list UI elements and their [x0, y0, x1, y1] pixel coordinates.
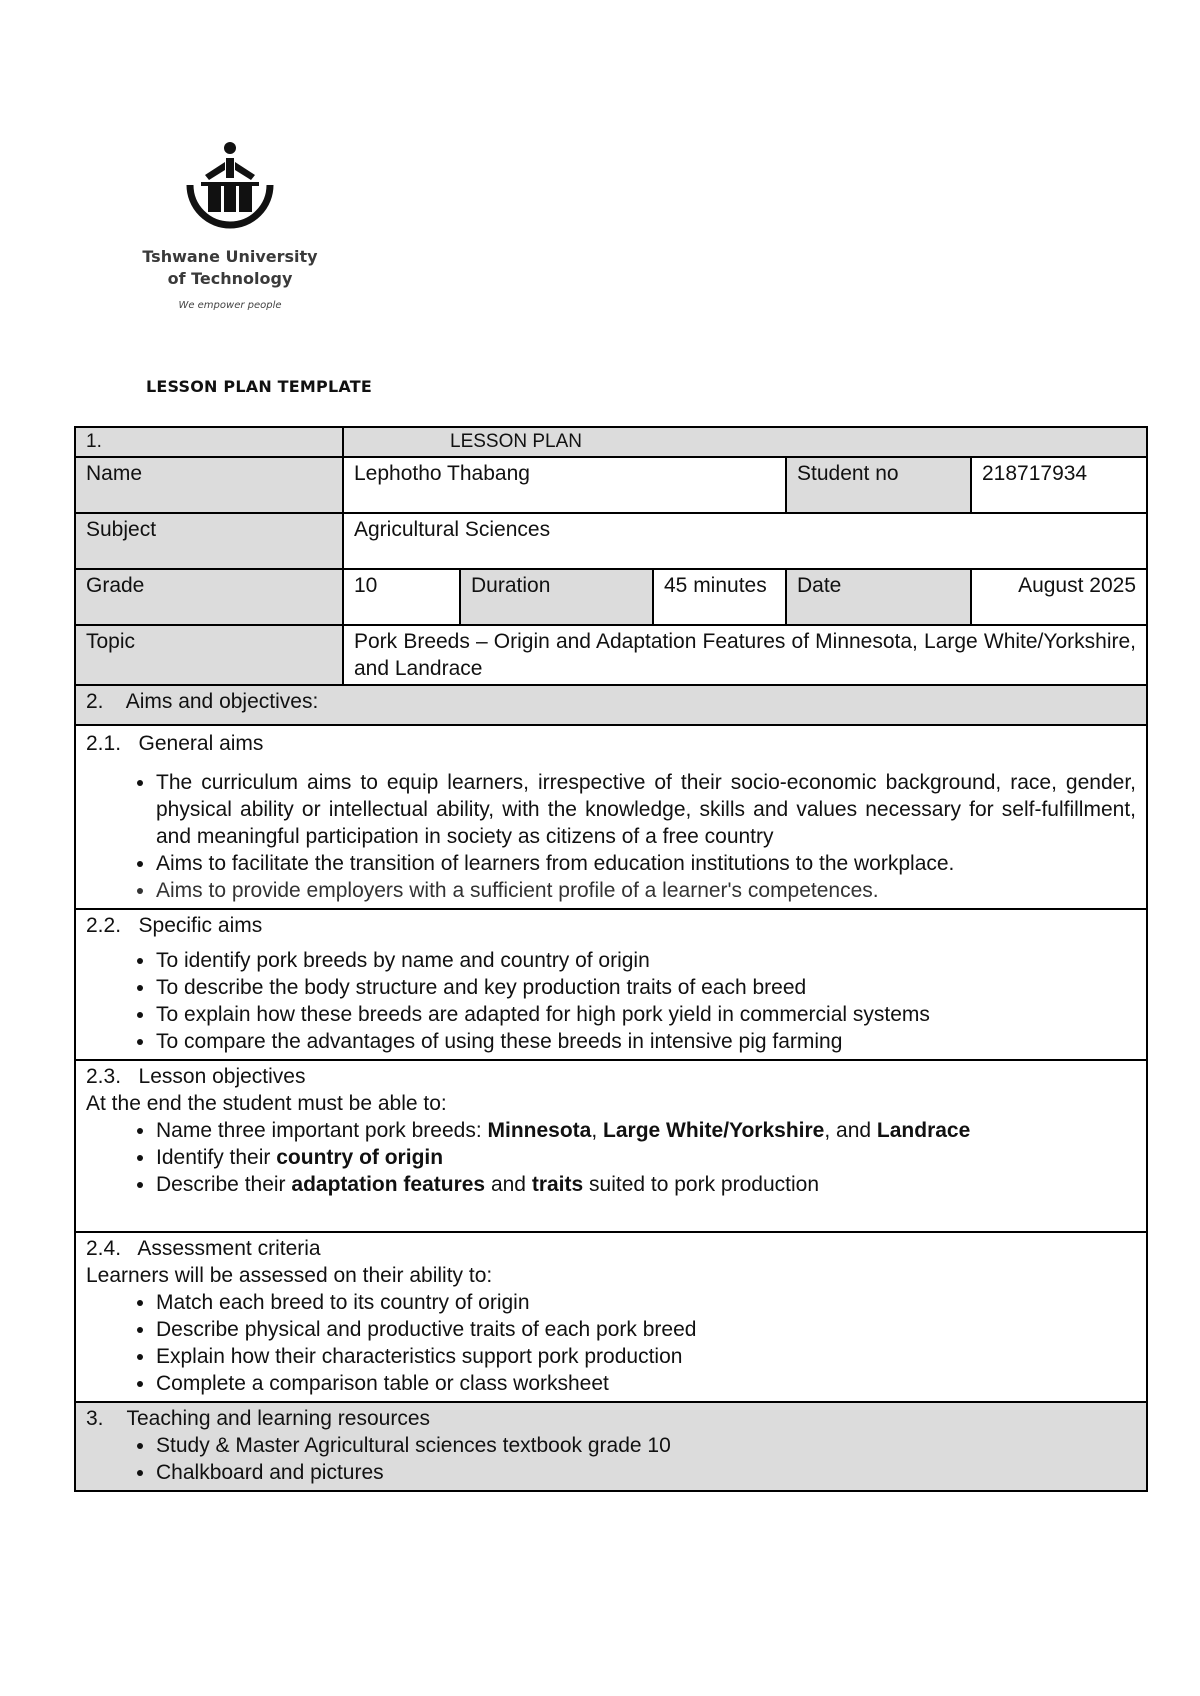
student-no-value: 218717934	[971, 457, 1147, 513]
resources-heading: 3. Teaching and learning resources	[86, 1407, 430, 1430]
specific-aims-heading: 2.2. Specific aims	[86, 914, 263, 937]
university-emblem-icon	[175, 140, 285, 240]
list-item: • Aims to facilitate the transition of learners from education institutions to the workplace.	[156, 850, 1136, 877]
grade-value: 10	[343, 569, 460, 625]
duration-value: 45 minutes	[653, 569, 786, 625]
list-item: • Match each breed to its country of origin	[156, 1289, 1136, 1316]
name-value: Lephotho Thabang	[343, 457, 786, 513]
topic-row	[75, 625, 1147, 685]
list-item: • To explain how these breeds are adapted for high pork yield in commercial systems	[156, 1001, 1136, 1028]
document-title: LESSON PLAN TEMPLATE	[146, 377, 372, 396]
assessment-list	[86, 1289, 1136, 1397]
student-no-label: Student no	[786, 457, 971, 513]
list-item: • Describe their adaptation features and traits suited to pork production	[156, 1171, 1136, 1198]
date-value: August 2025	[971, 569, 1147, 625]
lesson-objectives-row	[75, 1060, 1147, 1232]
list-item: • Identify their country of origin	[156, 1144, 1136, 1171]
topic-label: Topic	[75, 625, 343, 685]
list-item: • Complete a comparison table or class worksheet	[156, 1370, 1136, 1397]
section-1-header-row	[75, 427, 1147, 457]
name-label: Name	[75, 457, 343, 513]
subject-row	[75, 513, 1147, 569]
lesson-objectives-heading: 2.3. Lesson objectives	[86, 1065, 306, 1088]
aims-header-row	[75, 685, 1147, 725]
duration-label: Duration	[460, 569, 653, 625]
list-item: • Describe physical and productive traits of each pork breed	[156, 1316, 1136, 1343]
resources-list	[86, 1432, 1136, 1486]
list-item: • To describe the body structure and key production traits of each breed	[156, 974, 1136, 1001]
lesson-objectives-list	[86, 1117, 1136, 1198]
assessment-intro: Learners will be assessed on their ability to:	[86, 1264, 493, 1287]
aims-heading: 2. Aims and objectives:	[75, 685, 1147, 725]
list-item: • Aims to provide employers with a sufficient profile of a learner's competences.	[156, 877, 1136, 904]
list-item: • Name three important pork breeds: Minnesota, Large White/Yorkshire, and Landrace	[156, 1117, 1136, 1144]
name-row	[75, 457, 1147, 513]
topic-value: Pork Breeds – Origin and Adaptation Features of Minnesota, Large White/Yorkshire, and Landrace	[343, 625, 1147, 685]
list-item: • Chalkboard and pictures	[156, 1459, 1136, 1486]
section-1-title: LESSON PLAN	[343, 427, 1147, 457]
subject-label: Subject	[75, 513, 343, 569]
list-item: • Study & Master Agricultural sciences textbook grade 10	[156, 1432, 1136, 1459]
grade-row	[75, 569, 1147, 625]
university-name: Tshwane University of Technology	[142, 247, 318, 288]
general-aims-list	[86, 769, 1136, 904]
grade-label: Grade	[75, 569, 343, 625]
assessment-heading: 2.4. Assessment criteria	[86, 1237, 321, 1260]
resources-row	[75, 1402, 1147, 1491]
general-aims-row	[75, 725, 1147, 909]
list-item: • Explain how their characteristics support pork production	[156, 1343, 1136, 1370]
lesson-objectives-intro: At the end the student must be able to:	[86, 1092, 447, 1115]
date-label: Date	[786, 569, 971, 625]
specific-aims-row	[75, 909, 1147, 1060]
list-item: • To identify pork breeds by name and country of origin	[156, 947, 1136, 974]
list-item: • To compare the advantages of using these breeds in intensive pig farming	[156, 1028, 1136, 1055]
general-aims-heading: 2.1. General aims	[86, 732, 264, 755]
list-item: • The curriculum aims to equip learners, irrespective of their socio-economic background, race, gender, physical ability or intellectual ability, with the knowledge, skills and values necessary for self-fulfillment, and meaningful participation in society as citizens of a free country	[156, 769, 1136, 850]
university-logo	[130, 140, 330, 311]
specific-aims-list	[86, 947, 1136, 1055]
lesson-plan-table	[74, 426, 1148, 1492]
assessment-criteria-row	[75, 1232, 1147, 1402]
subject-value: Agricultural Sciences	[343, 513, 1147, 569]
university-tagline: We empower people	[178, 300, 282, 311]
section-1-number: 1.	[75, 427, 343, 457]
